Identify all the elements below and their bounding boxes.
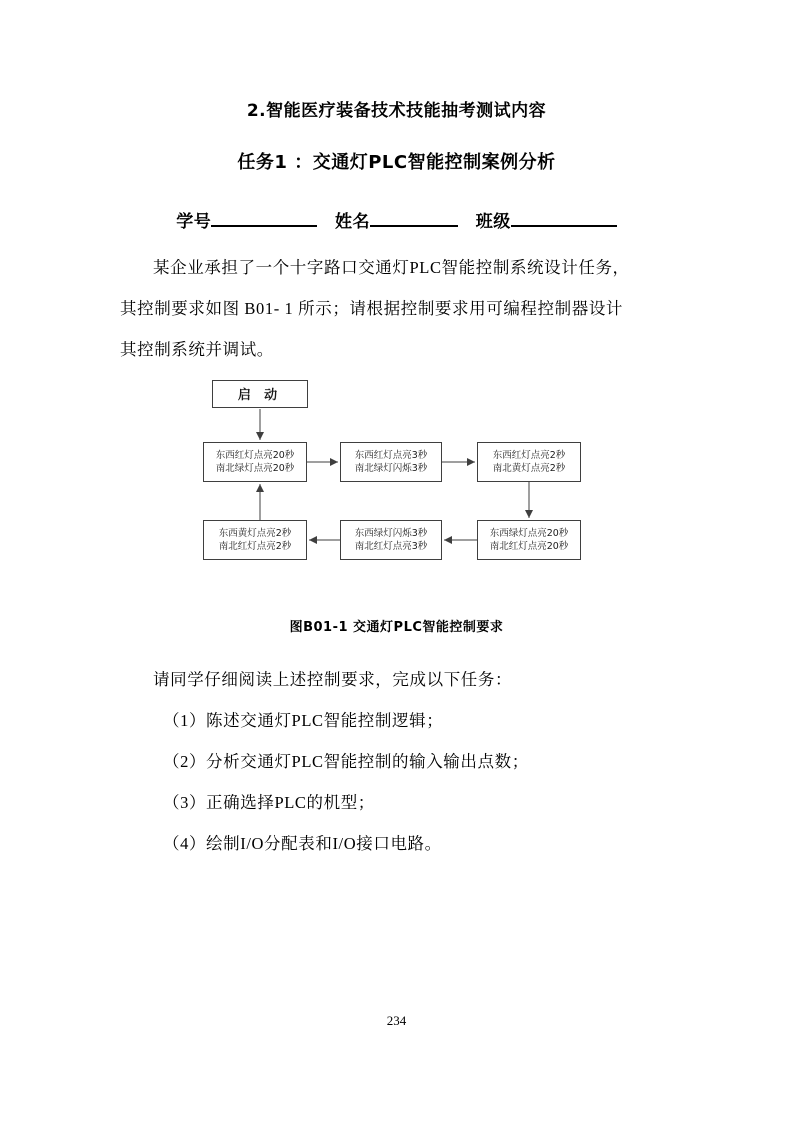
flowchart-start-box bbox=[212, 380, 308, 408]
intro-line: 其控制要求如图 B01- 1 所示；请根据控制要求用可编程控制器设计 bbox=[120, 299, 624, 318]
task-item-3: （3）正确选择PLC的机型； bbox=[163, 793, 375, 812]
intro-line: 其控制系统并调试。 bbox=[120, 340, 274, 359]
page-title: 2.智能医疗装备技术技能抽考测试内容 bbox=[246, 101, 547, 121]
name-blank bbox=[370, 209, 458, 227]
task-item-2: （2）分析交通灯PLC智能控制的输入输出点数； bbox=[163, 752, 529, 771]
flowchart-step-line: 东西红灯点亮3秒 bbox=[354, 450, 428, 461]
student-id-label: 学号 bbox=[176, 212, 212, 231]
class-blank bbox=[511, 209, 617, 227]
student-info-line bbox=[0, 207, 793, 232]
page-number: 234 bbox=[386, 1013, 407, 1028]
flowchart-step-line: 东西红灯点亮20秒 bbox=[215, 450, 295, 461]
tasks-intro: 请同学仔细阅读上述控制要求，完成以下任务： bbox=[153, 670, 513, 689]
flowchart bbox=[203, 380, 583, 560]
flowchart-step-ew-green-blink-ns-red bbox=[340, 520, 442, 560]
flowchart-step-ew-green-ns-red bbox=[477, 520, 581, 560]
flowchart-step-line: 东西绿灯点亮20秒 bbox=[489, 528, 569, 539]
class-label: 班级 bbox=[475, 212, 511, 231]
figure-caption: 图B01-1 交通灯PLC智能控制要求 bbox=[289, 620, 504, 635]
flowchart-step-line: 南北红灯点亮20秒 bbox=[489, 541, 569, 552]
flowchart-step-ew-yellow-ns-red bbox=[203, 520, 307, 560]
student-id-blank bbox=[211, 209, 317, 227]
task-item-1: （1）陈述交通灯PLC智能控制逻辑； bbox=[163, 711, 444, 730]
intro-paragraph bbox=[120, 247, 677, 370]
flowchart-step-ew-red-ns-green bbox=[203, 442, 307, 482]
flowchart-start-label: 启 动 bbox=[237, 386, 283, 402]
flowchart-step-line: 南北红灯点亮3秒 bbox=[354, 541, 428, 552]
flowchart-step-line: 南北黄灯点亮2秒 bbox=[492, 463, 566, 474]
flowchart-step-line: 南北红灯点亮2秒 bbox=[218, 541, 292, 552]
task-item-4: （4）绘制I/O分配表和I/O接口电路。 bbox=[163, 834, 442, 853]
flowchart-step-ew-red-ns-green-blink bbox=[340, 442, 442, 482]
flowchart-step-line: 东西黄灯点亮2秒 bbox=[218, 528, 292, 539]
flowchart-step-line: 南北绿灯闪烁3秒 bbox=[354, 463, 428, 474]
task-title: 任务1 ：交通灯PLC智能控制案例分析 bbox=[237, 152, 556, 173]
task-list bbox=[0, 700, 793, 864]
name-label: 姓名 bbox=[335, 212, 370, 231]
flowchart-step-line: 南北绿灯点亮20秒 bbox=[215, 463, 295, 474]
flowchart-step-line: 东西红灯点亮2秒 bbox=[492, 450, 566, 461]
flowchart-step-line: 东西绿灯闪烁3秒 bbox=[354, 528, 428, 539]
intro-line: 某企业承担了一个十字路口交通灯PLC智能控制系统设计任务， bbox=[153, 258, 630, 277]
flowchart-step-ew-red-ns-yellow bbox=[477, 442, 581, 482]
